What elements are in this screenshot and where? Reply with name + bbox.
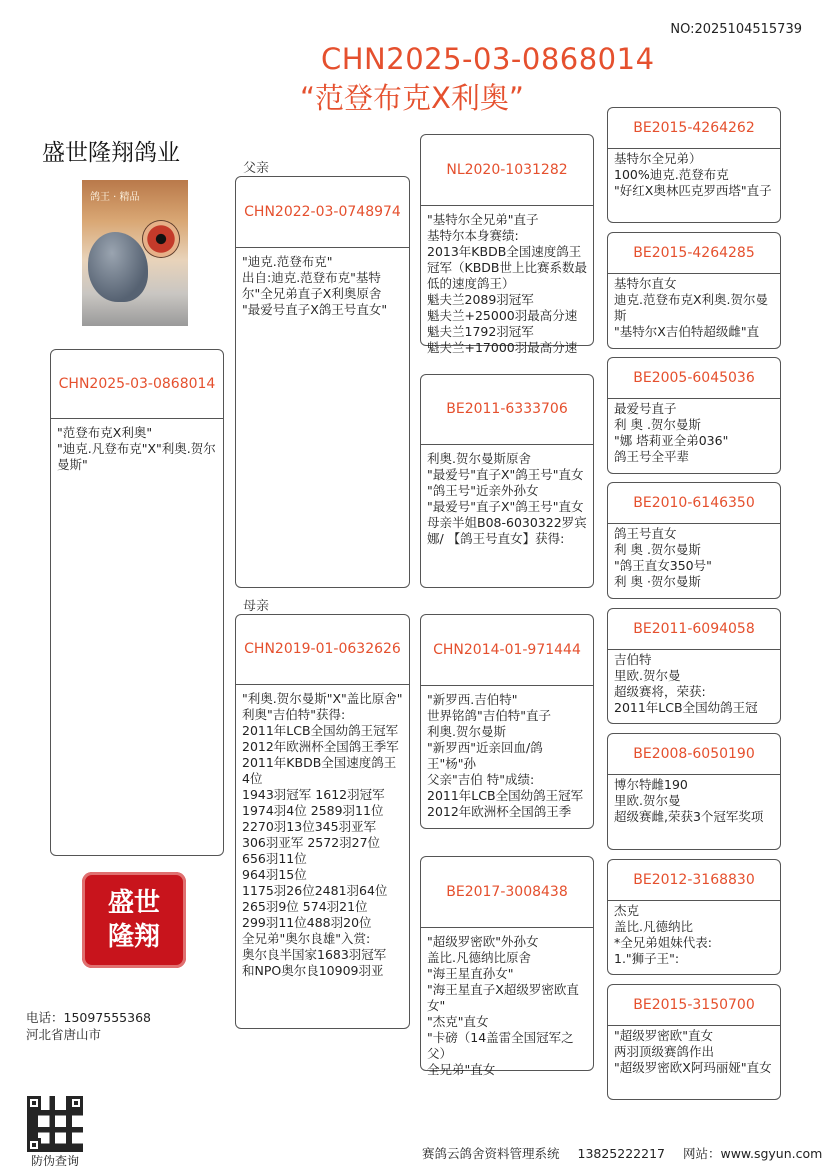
contact-phone: 电话：15097555368 bbox=[26, 1010, 151, 1025]
pedigree-line: 2012年欧洲杯全国鸽王季军 bbox=[242, 739, 399, 754]
footer-tel: 13825222217 bbox=[577, 1146, 665, 1161]
pedigree-line: 1."狮子王": bbox=[614, 951, 680, 966]
gg-card-5 bbox=[607, 608, 781, 724]
sire-card bbox=[235, 176, 410, 588]
footer-system: 赛鸽云鸽舍资料管理系统 bbox=[422, 1146, 560, 1161]
pedigree-line: "新罗西"近亲回血/鸽王"杨"孙 bbox=[427, 740, 543, 771]
pigeon-eye-image bbox=[142, 220, 180, 258]
pedigree-line: 2012年欧洲杯全国鸽王季 bbox=[427, 804, 572, 819]
gg-card-2 bbox=[607, 232, 781, 349]
pedigree-line: "超级罗密欧"外孙女 bbox=[427, 934, 539, 949]
pedigree-line: "基特尔全兄弟"直子 bbox=[427, 212, 539, 227]
pedigree-line: 全兄弟"直女 bbox=[427, 1062, 496, 1077]
contact-address: 河北省唐山市 bbox=[26, 1027, 102, 1042]
photo-banner: 鸽王 · 精品 bbox=[90, 192, 140, 203]
pedigree-line: 1974羽4位 2589羽11位 bbox=[242, 803, 384, 818]
sire-lines bbox=[236, 248, 409, 318]
pedigree-line: "最爱号"直子X"鸽王号"直女 bbox=[427, 499, 584, 514]
pedigree-line: "基特尔X吉伯特超级雌"直 bbox=[614, 324, 760, 339]
pedigree-line: 魁夫兰2089羽冠军 bbox=[427, 292, 534, 307]
gg-lines-7 bbox=[608, 901, 780, 967]
footer bbox=[422, 1144, 836, 1162]
pedigree-line: 博尔特雌190 bbox=[614, 777, 688, 792]
pedigree-line: 盖比.凡德纳比 bbox=[614, 919, 693, 934]
qr-code-icon[interactable] bbox=[27, 1096, 83, 1152]
pigeon-photo bbox=[82, 180, 188, 326]
pedigree-line: *全兄弟姐妹代表: bbox=[614, 935, 712, 950]
dam-dam-lines bbox=[421, 928, 593, 1078]
pedigree-line: 利 奥 .贺尔曼斯 bbox=[614, 417, 701, 432]
subject-lines bbox=[51, 419, 223, 473]
gg-card-6 bbox=[607, 733, 781, 850]
pedigree-line: 父亲"吉伯 特"成绩: bbox=[427, 772, 535, 787]
pedigree-line: 2270羽13位345羽亚军 bbox=[242, 819, 377, 834]
sire-sire-lines bbox=[421, 206, 593, 356]
pedigree-line: 2011年LCB全国幼鸽王冠 bbox=[614, 700, 758, 715]
pedigree-line: 奥尔良半国家1683羽冠军 bbox=[242, 947, 387, 962]
pedigree-line: 基特尔直女 bbox=[614, 276, 677, 291]
seal-line-1: 盛世 bbox=[107, 888, 160, 918]
gg-ring-6: BE2008-6050190 bbox=[608, 734, 780, 775]
pedigree-line: 100%迪克.范登布克 bbox=[614, 167, 729, 182]
pedigree-line: 鸽王号全平辈 bbox=[614, 449, 690, 464]
pedigree-line: 超级赛雌,荣获3个冠军奖项 bbox=[614, 809, 764, 824]
sire-dam-ring: BE2011-6333706 bbox=[421, 375, 593, 445]
sire-sire-ring: NL2020-1031282 bbox=[421, 135, 593, 206]
contact-info bbox=[26, 1009, 151, 1043]
father-label: 父亲 bbox=[243, 161, 270, 176]
gg-lines-2 bbox=[608, 274, 780, 340]
pigeon-body-image bbox=[88, 232, 148, 302]
pedigree-line: 306羽亚军 2572羽27位 bbox=[242, 835, 381, 850]
pedigree-line: 吉伯特 bbox=[614, 652, 652, 667]
pedigree-line: 出自:迪克.范登布克"基特尔"全兄弟直子X利奥原舍 bbox=[242, 270, 382, 301]
pedigree-line: "超级罗密欧"直女 bbox=[614, 1028, 713, 1043]
pedigree-line: 利奥.贺尔曼斯原舍 bbox=[427, 451, 531, 466]
gg-card-3 bbox=[607, 357, 781, 474]
certificate-number: NO:2025104515739 bbox=[670, 22, 802, 37]
pedigree-line: "范登布克X利奥" bbox=[57, 425, 153, 440]
mother-label: 母亲 bbox=[243, 599, 270, 614]
pedigree-line: 魁夫兰+25000羽最高分速 bbox=[427, 308, 578, 323]
pedigree-line: 基特尔本身赛绩: bbox=[427, 228, 519, 243]
pedigree-line: 迪克.范登布克X利奥.贺尔曼斯 bbox=[614, 292, 769, 323]
gg-lines-5 bbox=[608, 650, 780, 716]
pedigree-line: 和NPO奥尔良10909羽亚 bbox=[242, 963, 384, 978]
gg-ring-2: BE2015-4264285 bbox=[608, 233, 780, 274]
gg-ring-8: BE2015-3150700 bbox=[608, 985, 780, 1026]
dam-sire-ring: CHN2014-01-971444 bbox=[421, 615, 593, 686]
dam-dam-ring: BE2017-3008438 bbox=[421, 857, 593, 928]
loft-name: 盛世隆翔鸽业 bbox=[42, 140, 180, 166]
subject-card bbox=[50, 349, 224, 856]
pedigree-line: 超级赛将，荣获: bbox=[614, 684, 706, 699]
pedigree-line: 2011年LCB全国幼鸽王冠军 bbox=[427, 788, 584, 803]
pedigree-line: 2011年KBDB全国速度鸽王4位 bbox=[242, 755, 397, 786]
subject-ring: CHN2025-03-0868014 bbox=[51, 350, 223, 419]
gg-lines-3 bbox=[608, 399, 780, 465]
pedigree-line: 两羽顶级赛鸽作出 bbox=[614, 1044, 715, 1059]
sire-sire-card bbox=[420, 134, 594, 355]
gg-lines-1 bbox=[608, 149, 780, 199]
pedigree-line: 全兄弟"奥尔良雄"入赏: bbox=[242, 931, 371, 946]
sire-ring: CHN2022-03-0748974 bbox=[236, 177, 409, 248]
pedigree-line: 最爱号直子 bbox=[614, 401, 677, 416]
pedigree-line: 利奥.贺尔曼斯 bbox=[427, 724, 506, 739]
pedigree-line: 利 奥 ·贺尔曼斯 bbox=[614, 574, 701, 589]
pedigree-line: "最爱号"直子X"鸽王号"直女 bbox=[427, 467, 584, 482]
dam-card bbox=[235, 614, 410, 1029]
pedigree-line: 世界铭鸽"吉伯特"直子 bbox=[427, 708, 551, 723]
dam-ring: CHN2019-01-0632626 bbox=[236, 615, 409, 685]
pedigree-line: 299羽11位488羽20位 bbox=[242, 915, 372, 930]
gg-card-8 bbox=[607, 984, 781, 1100]
dam-sire-card bbox=[420, 614, 594, 829]
sire-dam-lines bbox=[421, 445, 593, 547]
pedigree-line: 母亲半姐B08-6030322罗宾娜/ 【鸽王号直女】获得: bbox=[427, 515, 587, 546]
pedigree-line: "好红X奥林匹克罗西塔"直子 bbox=[614, 183, 772, 198]
page-title-ring: CHN2025-03-0868014 bbox=[321, 42, 655, 76]
pedigree-line: "鸽王直女350号" bbox=[614, 558, 712, 573]
footer-web[interactable]: 网站：www.sgyun.com bbox=[682, 1146, 823, 1161]
pedigree-line: 里欧.贺尔曼 bbox=[614, 793, 681, 808]
pedigree-line: 2013年KBDB全国速度鸽王冠军（KBDB世上比赛系数最低的速度鸽王） bbox=[427, 244, 587, 291]
pedigree-line: 鸽王号直女 bbox=[614, 526, 677, 541]
gg-lines-8 bbox=[608, 1026, 780, 1076]
gg-card-7 bbox=[607, 859, 781, 975]
pedigree-line: 魁夫兰+17000羽最高分速 bbox=[427, 340, 578, 355]
pedigree-line: 利奥"吉伯特"获得: bbox=[242, 707, 346, 722]
gg-ring-5: BE2011-6094058 bbox=[608, 609, 780, 650]
pedigree-line: "利奥.贺尔曼斯"X"盖比原舍" bbox=[242, 691, 403, 706]
dam-lines bbox=[236, 685, 409, 979]
pedigree-line: 964羽15位 bbox=[242, 867, 307, 882]
dam-dam-card bbox=[420, 856, 594, 1077]
gg-ring-3: BE2005-6045036 bbox=[608, 358, 780, 399]
pedigree-line: "娜 塔莉亚全弟036" bbox=[614, 433, 729, 448]
pedigree-line: 魁夫兰1792羽冠军 bbox=[427, 324, 534, 339]
pedigree-line: "鸽王号"近亲外孙女 bbox=[427, 483, 539, 498]
gg-lines-4 bbox=[608, 524, 780, 590]
pedigree-line: "超级罗密欧X阿玛丽娅"直女 bbox=[614, 1060, 772, 1075]
gg-ring-4: BE2010-6146350 bbox=[608, 483, 780, 524]
pedigree-line: 杰克 bbox=[614, 903, 640, 918]
pedigree-line: 基特尔全兄弟） bbox=[614, 151, 702, 166]
gg-ring-7: BE2012-3168830 bbox=[608, 860, 780, 901]
gg-card-4 bbox=[607, 482, 781, 599]
gg-card-1 bbox=[607, 107, 781, 223]
pedigree-line: "杰克"直女 bbox=[427, 1014, 489, 1029]
pedigree-line: 2011年LCB全国幼鸽王冠军 bbox=[242, 723, 399, 738]
pedigree-line: "卡磅（14盖雷全国冠军之父） bbox=[427, 1030, 574, 1061]
gg-ring-1: BE2015-4264262 bbox=[608, 108, 780, 149]
qr-label: 防伪查询 bbox=[31, 1154, 80, 1168]
pedigree-line: "海王星直子X超级罗密欧直女" bbox=[427, 982, 579, 1013]
sire-dam-card bbox=[420, 374, 594, 588]
pedigree-line: 盖比.凡德纳比原舍 bbox=[427, 950, 531, 965]
gg-lines-6 bbox=[608, 775, 780, 825]
dam-sire-lines bbox=[421, 686, 593, 820]
pedigree-line: 里欧.贺尔曼 bbox=[614, 668, 681, 683]
seal-line-2: 隆翔 bbox=[107, 922, 160, 952]
pedigree-line: 656羽11位 bbox=[242, 851, 307, 866]
pedigree-line: "迪克.凡登布克"X"利奥.贺尔曼斯" bbox=[57, 441, 216, 472]
pedigree-line: "最爱号直子X鸽王号直女" bbox=[242, 302, 388, 317]
pedigree-line: 1175羽26位2481羽64位 bbox=[242, 883, 388, 898]
page-title-name: “范登布克X利奥” bbox=[300, 81, 524, 115]
loft-seal bbox=[82, 872, 186, 968]
pedigree-line: 利 奥 .贺尔曼斯 bbox=[614, 542, 701, 557]
pedigree-line: "迪克.范登布克" bbox=[242, 254, 333, 269]
pedigree-line: 265羽9位 574羽21位 bbox=[242, 899, 368, 914]
pedigree-line: 1943羽冠军 1612羽冠军 bbox=[242, 787, 385, 802]
pedigree-line: "海王星直孙女" bbox=[427, 966, 514, 981]
pedigree-line: "新罗西.吉伯特" bbox=[427, 692, 518, 707]
